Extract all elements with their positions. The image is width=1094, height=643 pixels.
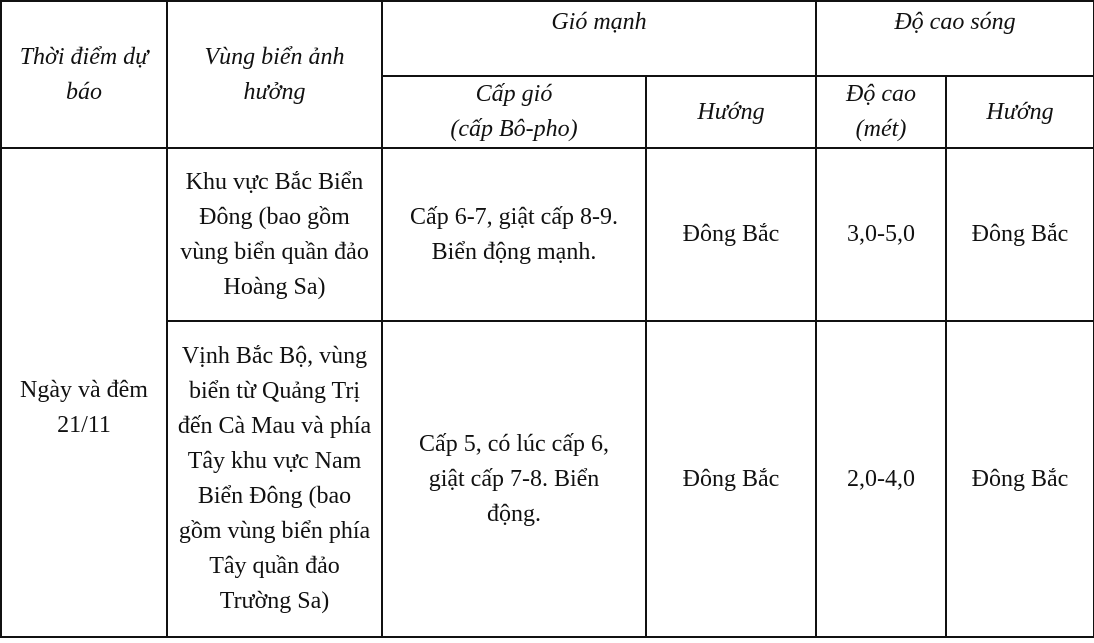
region-cell: Khu vực Bắc Biển Đông (bao gồm vùng biển quần đảo Hoàng Sa) bbox=[167, 148, 382, 321]
header-wind-direction: Hướng bbox=[646, 76, 816, 148]
header-wind-level-line1: Cấp gió bbox=[475, 81, 553, 107]
wave-height-cell: 3,0-5,0 bbox=[816, 148, 946, 321]
wave-direction-cell: Đông Bắc bbox=[946, 148, 1094, 321]
header-wave-height-line2: (mét) bbox=[855, 116, 907, 142]
wind-direction-cell: Đông Bắc bbox=[646, 321, 816, 637]
wave-direction-cell: Đông Bắc bbox=[946, 321, 1094, 637]
table-row bbox=[1, 148, 1094, 321]
header-strong-wind: Gió mạnh bbox=[382, 1, 816, 76]
header-wave-direction: Hướng bbox=[946, 76, 1094, 148]
header-affected-region: Vùng biển ảnh hưởng bbox=[167, 1, 382, 148]
wind-direction-cell: Đông Bắc bbox=[646, 148, 816, 321]
header-wind-level-line2: (cấp Bô-pho) bbox=[450, 116, 578, 142]
header-wave-height: Độ cao sóng bbox=[816, 1, 1094, 76]
header-wind-level bbox=[382, 76, 646, 148]
header-forecast-time: Thời điểm dự báo bbox=[1, 1, 167, 148]
forecast-time-cell: Ngày và đêm 21/11 bbox=[1, 148, 167, 637]
header-wave-height-m bbox=[816, 76, 946, 148]
wind-level-cell: Cấp 5, có lúc cấp 6, giật cấp 7-8. Biển động. bbox=[382, 321, 646, 637]
wave-height-cell: 2,0-4,0 bbox=[816, 321, 946, 637]
header-wave-height-line1: Độ cao bbox=[846, 81, 916, 107]
wind-level-cell: Cấp 6-7, giật cấp 8-9. Biển động mạnh. bbox=[382, 148, 646, 321]
region-cell: Vịnh Bắc Bộ, vùng biển từ Quảng Trị đến Cà Mau và phía Tây khu vực Nam Biển Đông (bao gồm vùng biển phía Tây quần đảo Trường Sa) bbox=[167, 321, 382, 637]
